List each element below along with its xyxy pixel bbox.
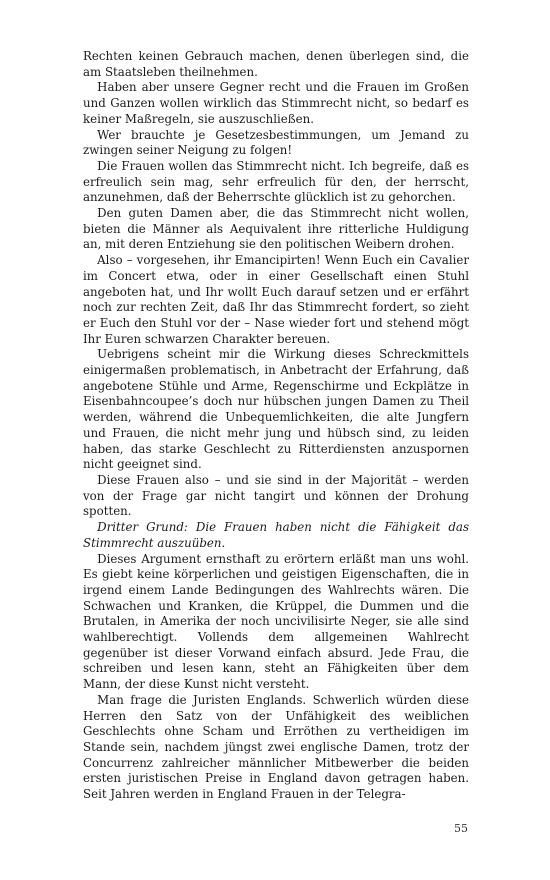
paragraph: Dieses Argument ernsthaft zu erörtern erläßt man uns wohl. Es giebt keine körperlichen und geistigen Eigenschaften, die in irgend einem Lande Bedingungen des Wahlrechts wären. Die Schwachen und Kranken, die Krüppel, die Dummen und die Brutalen, in Amerika der noch uncivilisirte Neger, sie alle sind wahlberechtigt. Vollends dem allgemeinen Wahlrecht gegenüber ist dieser Vorwand einfach absurd. Jede Frau, die schreiben und lesen kann, steht an Fähigkeiten über dem Mann, der diese Kunst nicht versteht. [83,551,469,692]
page-number: 55 [454,822,468,835]
paragraph: Den guten Damen aber, die das Stimmrecht nicht wollen, bieten die Männer als Aequivalent ihre ritterliche Huldigung an, mit deren Entziehung sie den politischen Weibern drohen. [83,206,469,252]
paragraph: Die Frauen wollen das Stimmrecht nicht. Ich begreife, daß es erfreulich sein mag, sehr erfreulich für den, der herrscht, anzunehmen, daß der Beherrschte glücklich ist zu gehorchen. [83,158,469,205]
paragraph: Haben aber unsere Gegner recht und die Frauen im Großen und Ganzen wollen wirklich das Stimmrecht nicht, so bedarf es keiner Maßregeln, sie auszuschließen. [83,80,469,126]
paragraph: Man frage die Juristen Englands. Schwerlich würden diese Herren den Satz von der Unfähigkeit des weiblichen Geschlechts ohne Scham und Erröthen zu vertheidigen im Stande sein, nachdem jüngst zwei englische Damen, trotz der Concurrenz zahlreicher männlicher Mitbewerber die beiden ersten juristischen Preise in England davon getragen haben. Seit Jahren werden in England Frauen in der Telegra- [83,692,469,802]
paragraph: Diese Frauen also – und sie sind in der Majorität – werden von der Frage gar nicht tangirt und können der Drohung spotten. [83,472,469,519]
paragraph: Also – vorgesehen, ihr Emancipirten! Wenn Euch ein Cavalier im Concert etwa, oder in einer Gesellschaft einen Stuhl angeboten hat, und Ihr wollt Euch darauf setzen und er erfährt noch zur rechten Zeit, daß Ihr das Stimmrecht fordert, so zieht er Euch den Stuhl vor der – Nase wieder fort und stehend mögt Ihr Euren schwarzen Charakter bereuen. [83,253,469,346]
paragraph: Wer brauchte je Gesetzesbestimmungen, um Jemand zu zwingen seiner Neigung zu folgen! [83,127,469,158]
paragraph: Uebrigens scheint mir die Wirkung dieses Schreckmittels einigermaßen problematisch, in Anbetracht der Erfahrung, daß angebotene Stühle und Arme, Regenschirme und Eckplätze in Eisenbahncoupee’s doch nur hübschen jungen Damen zu Theil werden, während die Unbequemlichkeiten, die alte Jungfern und Frauen, die nicht mehr jung und hübsch sind, zu leiden haben, das starke Geschlecht zu Ritterdiensten anzuspornen nicht geeignet sind. [83,347,469,472]
paragraph-continuation: Rechten keinen Gebrauch machen, denen überlegen sind, die am Staatsleben theilnehmen. [83,49,469,79]
body-text [83,49,469,803]
section-heading: Dritter Grund: Die Frauen haben nicht die Fähigkeit das Stimmrecht auszuüben. [83,520,469,550]
